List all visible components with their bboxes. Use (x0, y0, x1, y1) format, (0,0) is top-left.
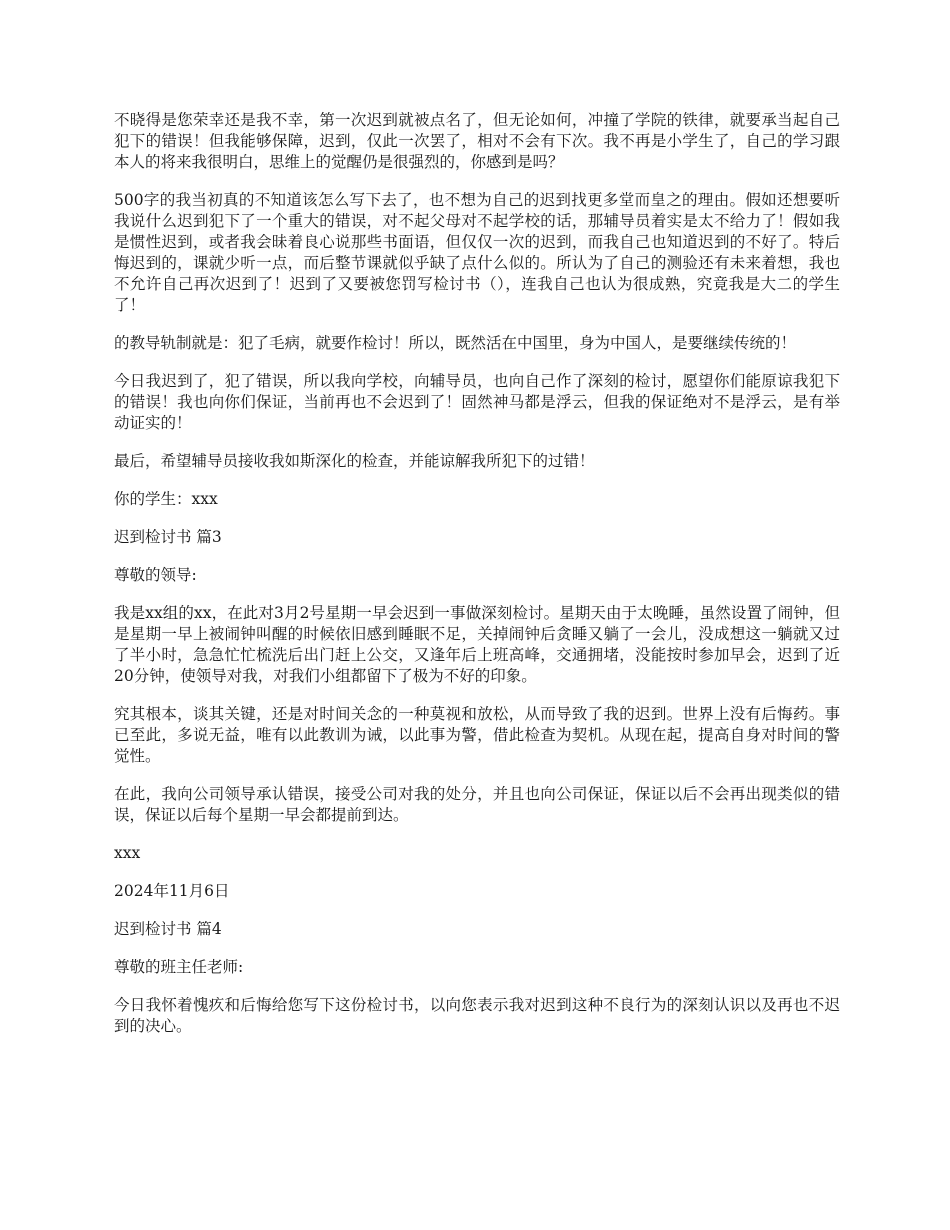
signature-student: 你的学生：xxx (114, 490, 218, 508)
paragraph-closing: 最后，希望辅导员接收我如斯深化的检查，并能谅解我所犯下的过错！ (114, 452, 595, 470)
document-body (114, 110, 840, 1054)
paragraph-final-intro: 今日我怀着愧疚和后悔给您写下这份检讨书，以向您表示我对迟到这种不良行为的深刻认识以及再也不迟到的决心。 (114, 996, 840, 1035)
section-heading-3: 迟到检讨书 篇3 (114, 528, 222, 546)
paragraph-education-system: 的教导轨制就是：犯了毛病，就要作检讨！所以，既然活在中国里，身为中国人，是要继续传统的！ (114, 334, 797, 352)
signature-xxx: xxx (114, 844, 141, 862)
salutation-teacher: 尊敬的班主任老师: (114, 958, 244, 976)
paragraph-root-cause: 究其根本，谈其关键，还是对时间关念的一种莫视和放松，从而导致了我的迟到。世界上没有后悔药。事已至此，多说无益，唯有以此教训为诫，以此事为警，借此检查为契机。从现在起，提高自身对时间的警觉性。 (114, 705, 840, 765)
salutation-leader: 尊敬的领导: (114, 566, 197, 584)
paragraph-commitment: 在此，我向公司领导承认错误，接受公司对我的处分，并且也向公司保证，保证以后不会再出现类似的错误，保证以后每个星期一早会都提前到达。 (114, 785, 840, 824)
date-line: 2024年11月6日 (114, 882, 230, 900)
section-heading-4: 迟到检讨书 篇4 (114, 920, 222, 938)
paragraph-apology: 今日我迟到了，犯了错误，所以我向学校，向辅导员，也向自己作了深刻的检讨，愿望你们能原谅我犯下的错误！我也向你们保证，当前再也不会迟到了！固然神马都是浮云，但我的保证绝对不是浮云，是有举动证实的！ (114, 372, 840, 432)
paragraph-late-reason: 我是xx组的xx，在此对3月2号星期一早会迟到一事做深刻检讨。星期天由于太晚睡，虽然设置了闹钟，但是星期一早上被闹钟叫醒的时候依旧感到睡眠不足，关掉闹钟后贪睡又躺了一会儿，没成想这一躺就又过了半小时，急急忙忙梳洗后出门赶上公交，又逢年后上班高峰，交通拥堵，没能按时参加早会，迟到了近20分钟，使领导对我，对我们小组都留下了极为不好的印象。 (114, 604, 840, 685)
paragraph-500-words: 500字的我当初真的不知道该怎么写下去了，也不想为自己的迟到找更多堂而皇之的理由。假如还想要听我说什么迟到犯下了一个重大的错误，对不起父母对不起学校的话，那辅导员着实是太不给力了！假如我是惯性迟到，或者我会昧着良心说那些书面语，但仅仅一次的迟到，而我自己也知道迟到的不好了。特后悔迟到的，课就少听一点，而后整节课就似乎缺了点什么似的。所认为了自己的测验还有未来着想，我也不允许自己再次迟到了！迟到了又要被您罚写检讨书（），连我自己也认为很成熟，究竟我是大二的学生了！ (114, 191, 840, 314)
paragraph-intro: 不晓得是您荣幸还是我不幸，第一次迟到就被点名了，但无论如何，冲撞了学院的铁律，就要承当起自己犯下的错误！但我能够保障，迟到，仅此一次罢了，相对不会有下次。我不再是小学生了，自己的学习跟本人的将来我很明白，思维上的觉醒仍是很强烈的，你感到是吗？ (114, 111, 840, 171)
